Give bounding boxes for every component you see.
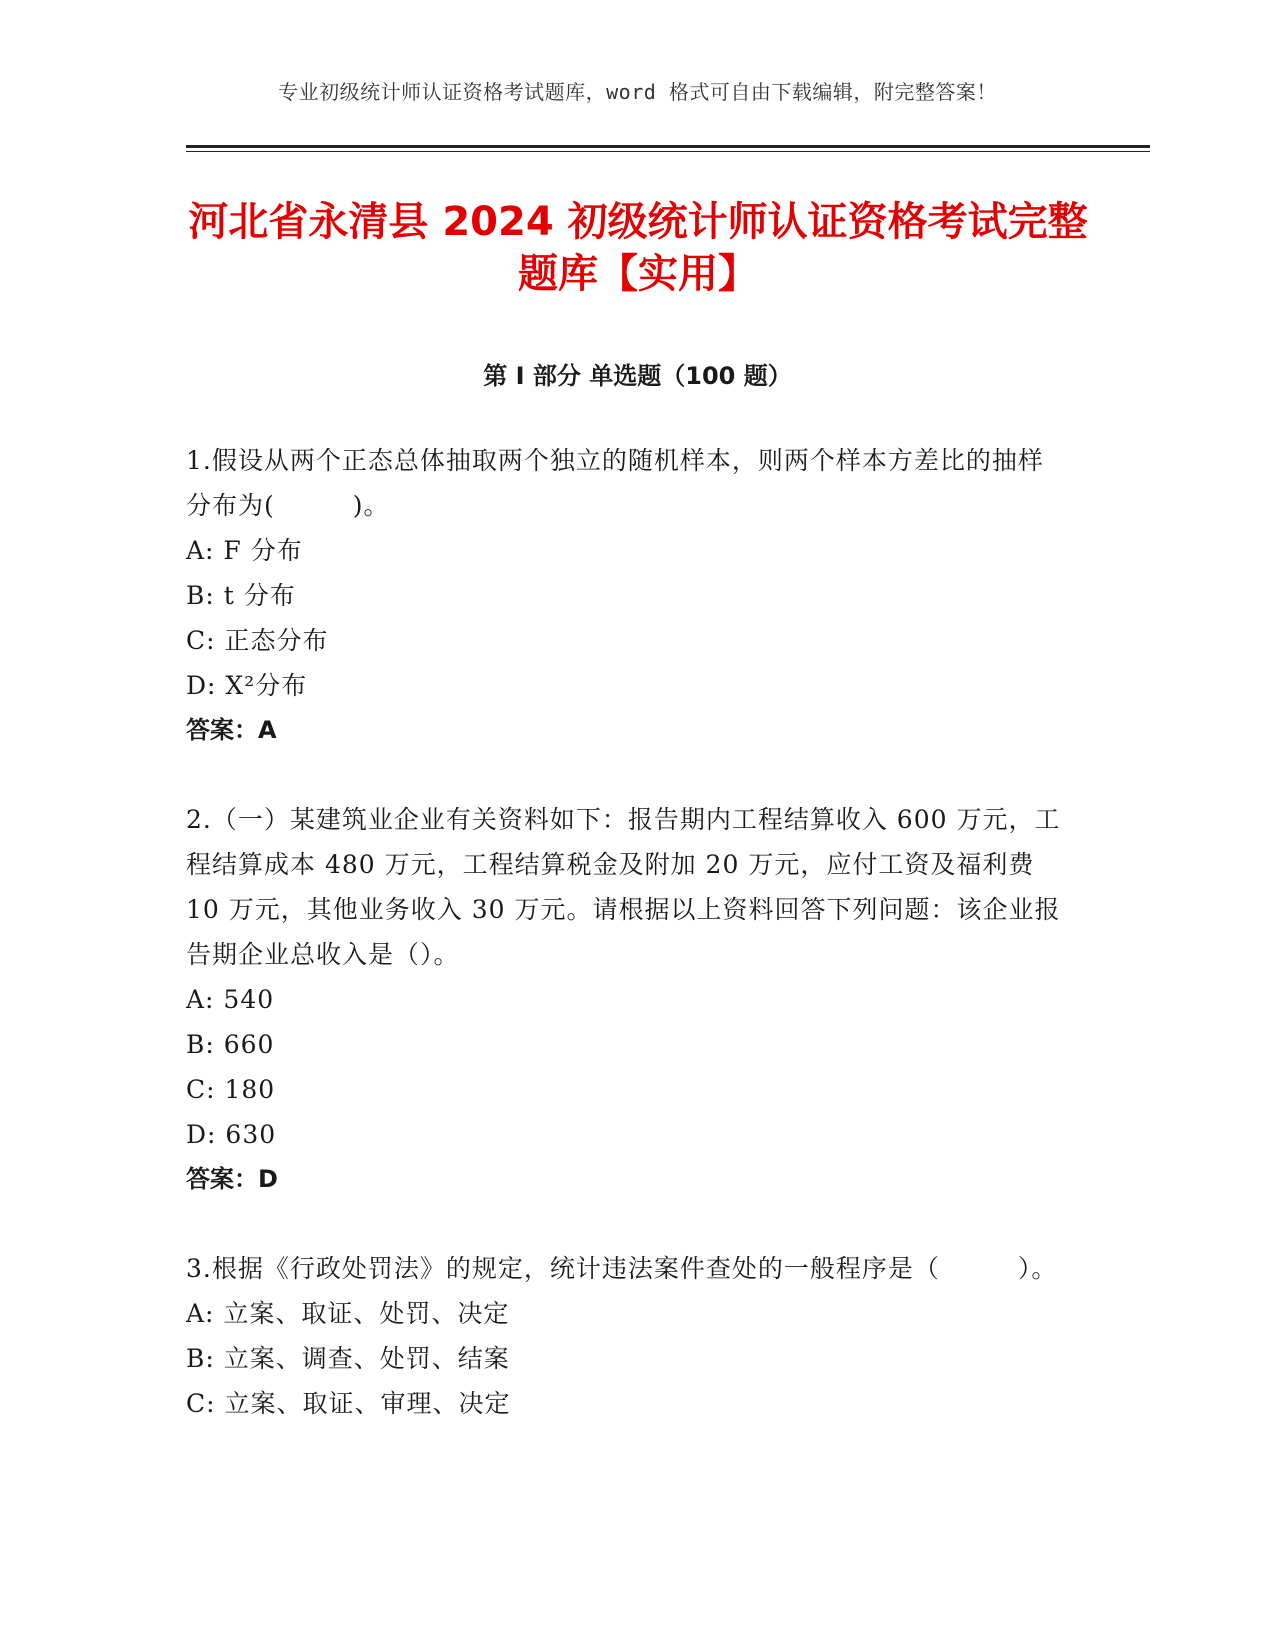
answer: 答案：A [186, 716, 277, 744]
option-c: C: 立案、取证、审理、决定 [186, 1389, 511, 1418]
option-d: D: 630 [186, 1120, 277, 1149]
option-c: C: 正态分布 [186, 626, 329, 655]
question-list [186, 438, 1066, 1470]
option-c: C: 180 [186, 1075, 276, 1104]
question-3 [186, 1246, 1066, 1426]
section-title: 第 I 部分 单选题（100 题） [483, 362, 792, 390]
question-text: 3.根据《行政处罚法》的规定，统计违法案件查处的一般程序是（ ）。 [186, 1254, 1058, 1283]
question-text: 1.假设从两个正态总体抽取两个独立的随机样本，则两个样本方差比的抽样分布为( )。 [186, 446, 1044, 520]
option-d: D: X²分布 [186, 671, 308, 700]
option-b: B: t 分布 [186, 581, 296, 610]
header-divider-thin [186, 151, 1150, 152]
question-2 [186, 797, 1066, 1202]
header-divider-thick [186, 145, 1150, 148]
header-note: 专业初级统计师认证资格考试题库，word 格式可自由下载编辑，附完整答案！ [278, 80, 997, 104]
question-1 [186, 438, 1066, 753]
question-text: 2.（一）某建筑业企业有关资料如下：报告期内工程结算收入 600 万元，工程结算成本 480 万元，工程结算税金及附加 20 万元，应付工资及福利费 10 万元，其他业务收入 30 万元。请根据以上资料回答下列问题：该企业报告期企业总收入是（）。 [186, 805, 1061, 969]
option-a: A: F 分布 [186, 536, 303, 565]
document-title: 河北省永清县 2024 初级统计师认证资格考试完整题库【实用】 [188, 199, 1088, 297]
option-b: B: 立案、调查、处罚、结案 [186, 1344, 510, 1373]
option-a: A: 立案、取证、处罚、决定 [186, 1299, 510, 1328]
answer: 答案：D [186, 1165, 278, 1193]
option-a: A: 540 [186, 985, 275, 1014]
option-b: B: 660 [186, 1030, 275, 1059]
